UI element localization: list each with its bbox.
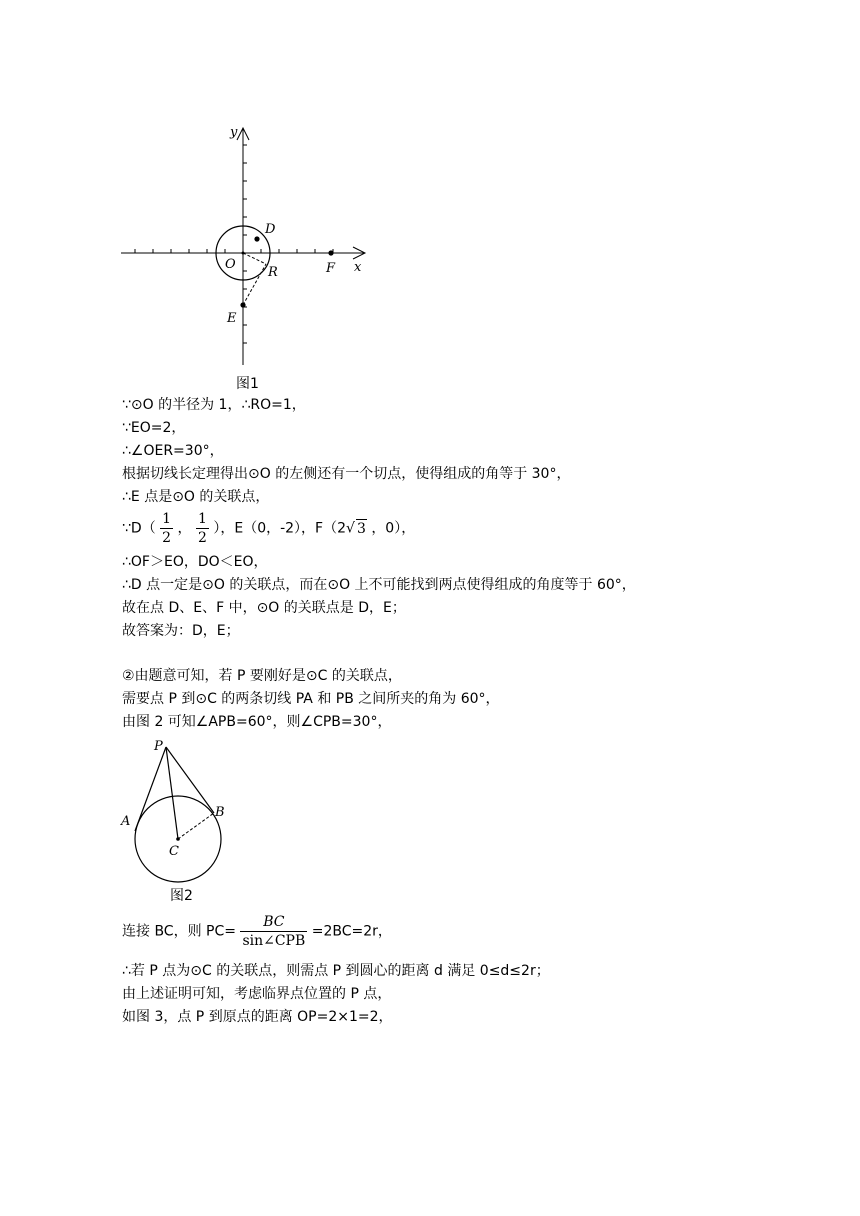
segment-bc [178,813,214,839]
coords-prefix: ∵D（ [122,520,156,537]
sqrt-radicand: 3 [356,520,366,537]
tangent-line-er [243,264,266,305]
point-d [254,236,259,241]
text-line-2: ∵EO=2， [122,420,186,436]
text-line-1: ∵⊙O 的半径为 1，∴RO=1， [122,397,306,413]
text-line-17: 如图 3，点 P 到原点的距离 OP=2×1=2， [122,1009,393,1025]
point-c [176,837,180,841]
text-line-9: 故在点 D、E、F 中，⊙O 的关联点是 D，E； [122,600,406,616]
figure-2-caption: 图2 [170,888,193,904]
text-line-7: ∴OF＞EO，DO＜EO， [122,554,268,570]
text-line-15: ∴若 P 点为⊙C 的关联点，则需点 P 到圆心的距离 d 满足 0≤d≤2r； [122,963,550,979]
figure-1-coordinate-diagram [115,120,375,370]
fraction-half-2 [196,510,209,547]
label-r: R [268,265,278,280]
text-line-10: 故答案为：D，E； [122,623,240,639]
fraction-denominator: sin∠CPB [242,933,306,949]
sqrt-sign: √ [346,520,355,537]
coords-suffix: ，0）， [371,520,416,537]
label-b: B [215,805,225,820]
figure-2-tangent-diagram [118,735,238,885]
pc-suffix: =2BC=2r， [311,923,392,940]
fraction-numerator: 1 [162,511,172,527]
label-y: y [230,125,238,140]
text-line-12: 需要点 P 到⊙C 的两条切线 PA 和 PB 之间所夹的角为 60°， [122,691,500,707]
point-o [242,252,245,255]
figure-1-caption: 图1 [236,376,259,392]
coords-comma: ， [177,520,192,537]
text-line-4: 根据切线长定理得出⊙O 的左侧还有一个切点，使得组成的角等于 30°， [122,466,571,482]
text-line-16: 由上述证明可知，考虑临界点位置的 P 点， [122,986,392,1002]
coords-middle: ），E（0，-2），F（2 [213,520,347,537]
label-c: C [169,844,179,859]
point-f [328,250,333,255]
label-e: E [227,311,237,326]
fraction-numerator: 1 [197,511,207,527]
label-p: P [154,739,163,754]
pc-prefix: 连接 BC，则 PC= [122,923,236,940]
fraction-numerator: BC [240,913,307,932]
label-x: x [354,260,362,275]
label-f: F [326,261,336,276]
y-axis-ticks [243,145,247,343]
fraction-denominator: 2 [197,530,207,546]
label-a: A [121,814,131,829]
text-line-14 [122,913,392,950]
text-line-11: ②由题意可知，若 P 要刚好是⊙C 的关联点， [122,668,402,684]
text-line-6 [122,510,415,547]
fraction-bc-over-sin [240,913,307,950]
x-axis-ticks [135,249,333,253]
text-line-3: ∴∠OER=30°， [122,443,224,459]
point-e [240,302,245,307]
label-o: O [225,257,236,272]
radius-or [243,253,266,264]
tangent-pa [135,747,166,831]
text-line-8: ∴D 点一定是⊙O 的关联点，而在⊙O 上不可能找到两点使得组成的角度等于 60°， [122,577,636,593]
text-line-5: ∴E 点是⊙O 的关联点， [122,489,270,505]
fraction-half-1 [160,510,173,547]
text-line-13: 由图 2 可知∠APB=60°，则∠CPB=30°， [122,714,392,730]
fraction-denominator: 2 [162,530,172,546]
label-d: D [265,222,276,237]
